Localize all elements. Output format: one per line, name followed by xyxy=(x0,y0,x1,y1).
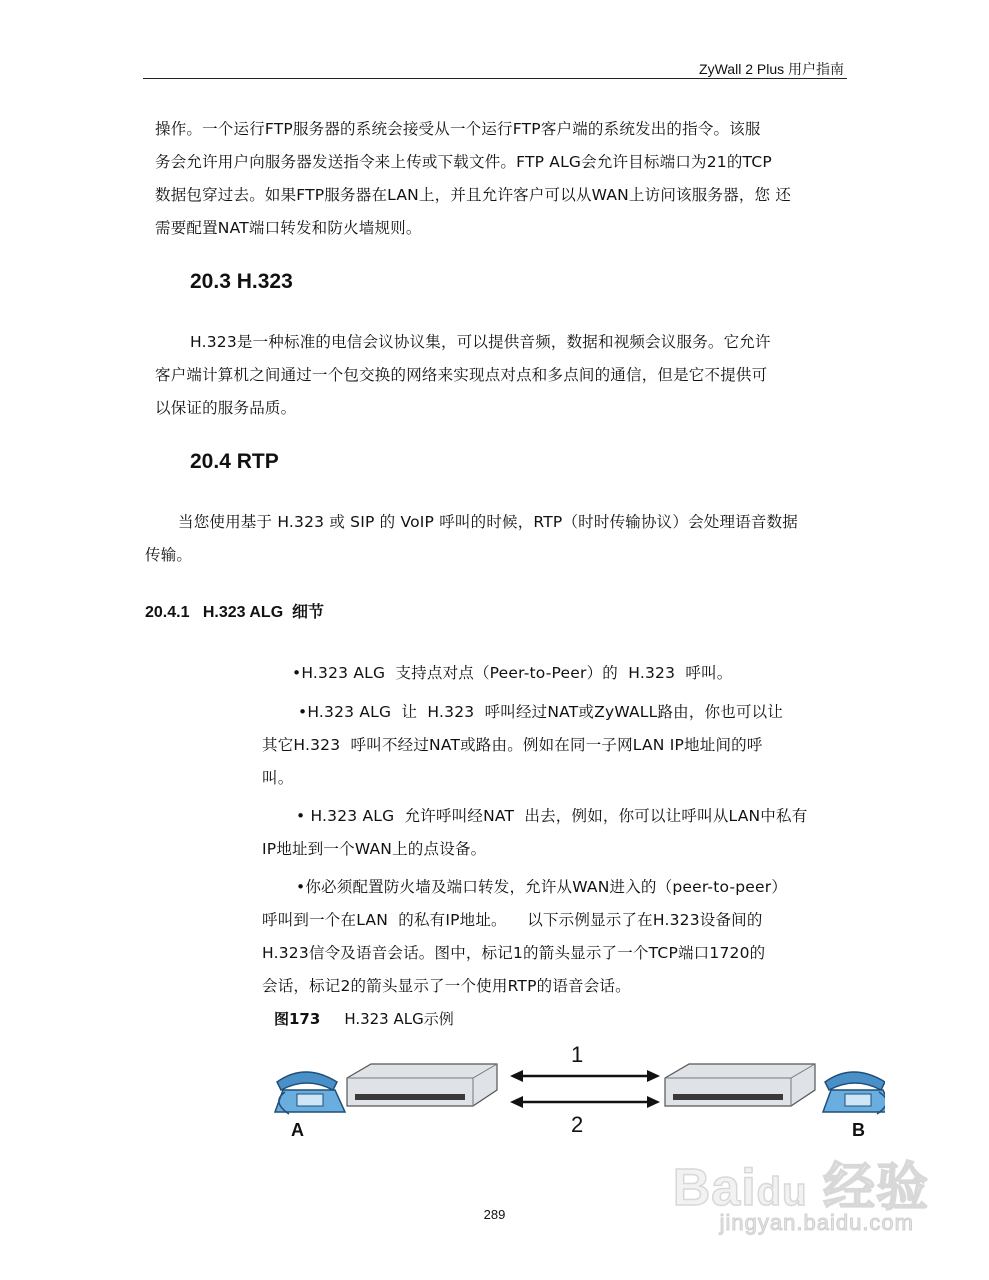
h323-line: 以保证的服务品质。 xyxy=(155,399,297,417)
rtp-line: 传输。 xyxy=(145,546,193,564)
baidu-watermark-logo: Baidu 经验 xyxy=(672,1159,929,1217)
bullet-item: •你必须配置防火墙及端口转发，允许从WAN进入的（peer-to-peer） xyxy=(296,878,788,896)
rtp-line: 当您使用基于 H.323 或 SIP 的 VoIP 呼叫的时候，RTP（时时传输协议）会处理语音数据 xyxy=(178,513,798,531)
bullet-item-continuation: 其它H.323 呼叫不经过NAT或路由。例如在同一子网LAN IP地址间的呼 xyxy=(262,736,763,754)
router-b-icon xyxy=(665,1064,815,1106)
bullet-item: •H.323 ALG 支持点对点（Peer-to-Peer）的 H.323 呼叫。 xyxy=(292,664,733,682)
intro-line: 数据包穿过去。如果FTP服务器在LAN上，并且允许客户可以从WAN上访问该服务器，您 还 xyxy=(155,186,792,204)
baidu-watermark-url: jingyan.baidu.com xyxy=(719,1210,914,1235)
arrow-1-label: 1 xyxy=(571,1042,584,1067)
h323-line: 客户端计算机之间通过一个包交换的网络来实现点对点和多点间的通信，但是它不提供可 xyxy=(155,366,768,384)
header-divider xyxy=(143,78,847,79)
router-a-icon xyxy=(347,1064,497,1106)
subsection-heading: 20.4.1 H.323 ALG 细节 xyxy=(145,604,325,621)
section-heading-rtp: 20.4 RTP xyxy=(190,450,279,473)
bullet-item: •H.323 ALG 让 H.323 呼叫经过NAT或ZyWALL路由，你也可以让 xyxy=(298,703,784,721)
bullet-item-continuation: IP地址到一个WAN上的点设备。 xyxy=(262,840,487,858)
bullet-item-continuation: 呼叫到一个在LAN 的私有IP地址。 以下示例显示了在H.323设备间的 xyxy=(262,911,763,929)
figure-number: 图173 xyxy=(274,1010,321,1028)
intro-line: 操作。一个运行FTP服务器的系统会接受从一个运行FTP客户端的系统发出的指令。该服 xyxy=(155,120,761,138)
bullet-item-continuation: 叫。 xyxy=(262,769,294,787)
label-a: A xyxy=(291,1120,304,1140)
intro-line: 需要配置NAT端口转发和防火墙规则。 xyxy=(155,219,422,237)
bullet-item-continuation: H.323信令及语音会话。图中，标记1的箭头显示了一个TCP端口1720的 xyxy=(262,944,766,962)
arrow-2 xyxy=(510,1096,660,1108)
phone-a-icon xyxy=(275,1072,345,1114)
arrow-1 xyxy=(510,1070,660,1082)
h323-line: H.323是一种标准的电信会议协议集，可以提供音频，数据和视频会议服务。它允许 xyxy=(190,333,771,351)
bullet-item: • H.323 ALG 允许呼叫经NAT 出去，例如，你可以让呼叫从LAN中私有 xyxy=(296,807,808,825)
bullet-item-continuation: 会话，标记2的箭头显示了一个使用RTP的语音会话。 xyxy=(262,977,631,995)
page-number: 289 xyxy=(483,1207,506,1222)
label-b: B xyxy=(852,1120,865,1140)
header-title: ZyWall 2 Plus 用户指南 xyxy=(699,61,844,77)
figure-caption xyxy=(274,1008,454,1029)
section-heading-h323: 20.3 H.323 xyxy=(190,270,293,293)
h323-diagram xyxy=(265,1040,885,1150)
arrow-2-label: 2 xyxy=(571,1112,584,1137)
intro-line: 务会允许用户向服务器发送指令来上传或下载文件。FTP ALG会允许目标端口为21的TCP xyxy=(155,153,772,171)
phone-b-icon xyxy=(823,1072,885,1114)
figure-title: H.323 ALG示例 xyxy=(344,1010,454,1028)
